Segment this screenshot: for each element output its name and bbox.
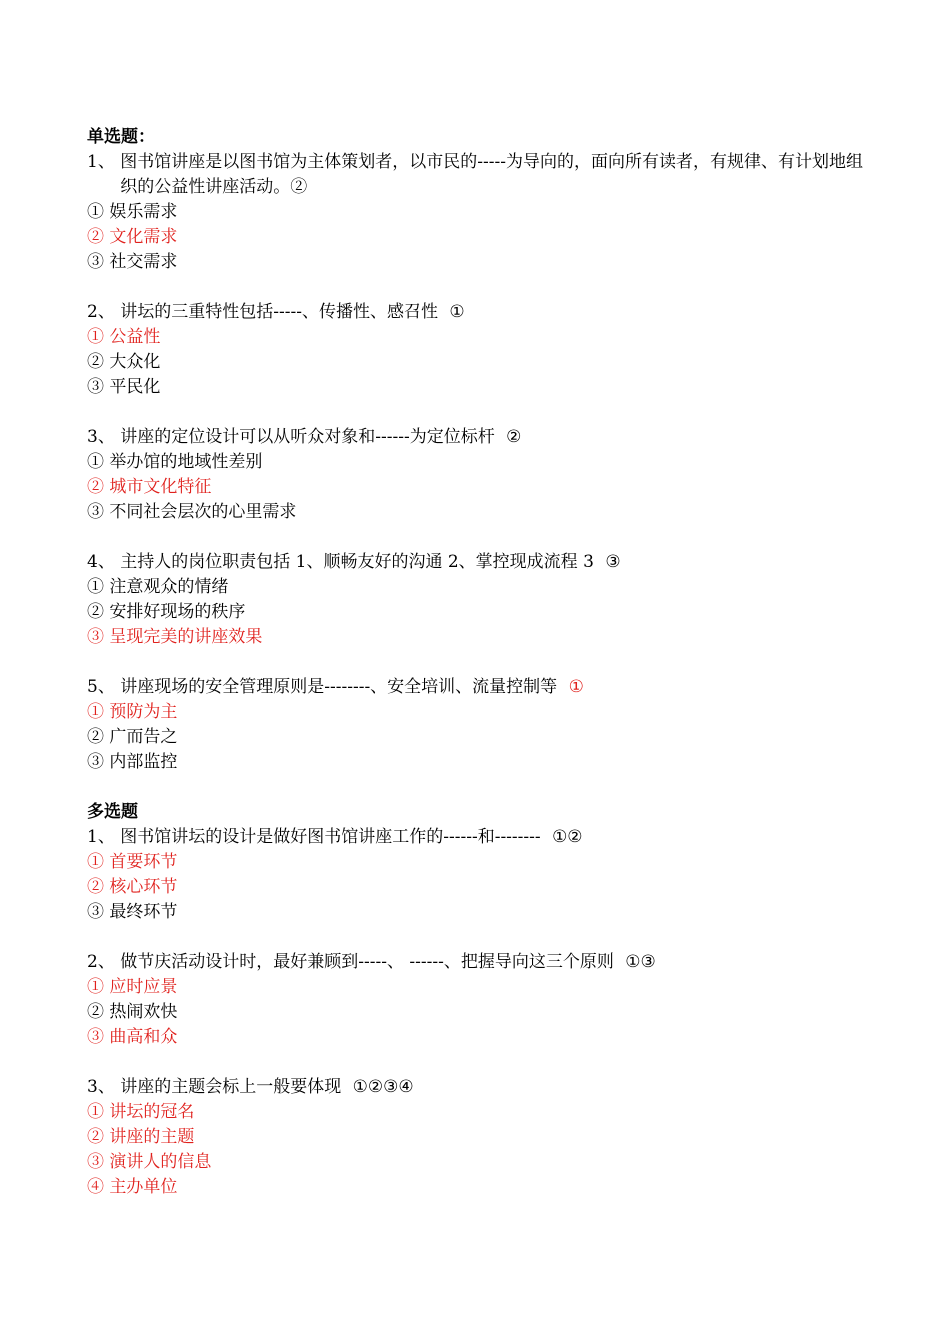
question-text: 讲坛的三重特性包括-----、传播性、感召性 [120,302,438,322]
answer-mark: ① [568,677,584,697]
option: ② 大众化 [87,352,161,372]
option: ① 举办馆的地域性差别 [87,452,263,472]
question-single-1 [87,150,877,200]
single-choice-heading: 单选题： [87,127,155,147]
question-number: 2、 [87,302,115,322]
document-page [87,125,877,1200]
option: ③ 不同社会层次的心里需求 [87,502,297,522]
answer-mark: ③ [605,552,621,572]
question-number: 1、 [87,152,115,172]
question-text: 讲座的定位设计可以从听众对象和------为定位标杆 [120,427,495,447]
option-correct: ④ 主办单位 [87,1177,178,1197]
question-multi-2 [87,950,877,975]
option-correct: ① 首要环节 [87,852,178,872]
question-text: 做节庆活动设计时，最好兼顾到-----、 ------、把握导向这三个原则 [120,952,614,972]
question-text: 主持人的岗位职责包括 1、顺畅友好的沟通 2、掌控现成流程 3 [120,552,594,572]
spacer [87,275,877,300]
spacer [87,650,877,675]
option: ① 娱乐需求 [87,202,178,222]
option-correct: ① 公益性 [87,327,161,347]
option-correct: ③ 演讲人的信息 [87,1152,212,1172]
multi-choice-heading: 多选题 [87,802,138,822]
question-text: 图书馆讲坛的设计是做好图书馆讲座工作的------和-------- [120,827,541,847]
option-correct: ① 预防为主 [87,702,178,722]
option-correct: ② 文化需求 [87,227,178,247]
option: ② 安排好现场的秩序 [87,602,246,622]
spacer [87,400,877,425]
question-number: 1、 [87,827,115,847]
option: ① 注意观众的情绪 [87,577,229,597]
question-text: 图书馆讲座是以图书馆为主体策划者，以市民的-----为导向的，面向所有读者，有规律、有计划地组织的公益性讲座活动。 [120,152,863,197]
question-multi-3 [87,1075,877,1100]
option-correct: ③ 曲高和众 [87,1027,178,1047]
question-single-3 [87,425,877,450]
option: ② 广而告之 [87,727,178,747]
question-number: 5、 [87,677,115,697]
option-correct: ② 核心环节 [87,877,178,897]
answer-mark: ② [506,427,522,447]
spacer [87,1050,877,1075]
question-text: 讲座的主题会标上一般要体现 [120,1077,342,1097]
question-single-5 [87,675,877,700]
spacer [87,775,877,800]
option: ③ 社交需求 [87,252,178,272]
question-number: 3、 [87,427,115,447]
answer-mark: ①③ [625,952,656,972]
question-number: 3、 [87,1077,115,1097]
option-correct: ③ 呈现完美的讲座效果 [87,627,263,647]
question-multi-1 [87,825,877,850]
option-correct: ① 应时应景 [87,977,178,997]
answer-mark: ①②③④ [352,1077,414,1097]
spacer [87,525,877,550]
option-correct: ② 讲座的主题 [87,1127,195,1147]
question-single-4 [87,550,877,575]
option: ② 热闹欢快 [87,1002,178,1022]
spacer [87,925,877,950]
answer-mark: ① [449,302,465,322]
answer-mark: ①② [552,827,583,847]
option: ③ 最终环节 [87,902,178,922]
question-number: 4、 [87,552,115,572]
question-text: 讲座现场的安全管理原则是--------、安全培训、流量控制等 [120,677,558,697]
answer-mark: ② [290,177,308,197]
question-single-2 [87,300,877,325]
question-number: 2、 [87,952,115,972]
option: ③ 平民化 [87,377,161,397]
option: ③ 内部监控 [87,752,178,772]
option-correct: ① 讲坛的冠名 [87,1102,195,1122]
option-correct: ② 城市文化特征 [87,477,212,497]
